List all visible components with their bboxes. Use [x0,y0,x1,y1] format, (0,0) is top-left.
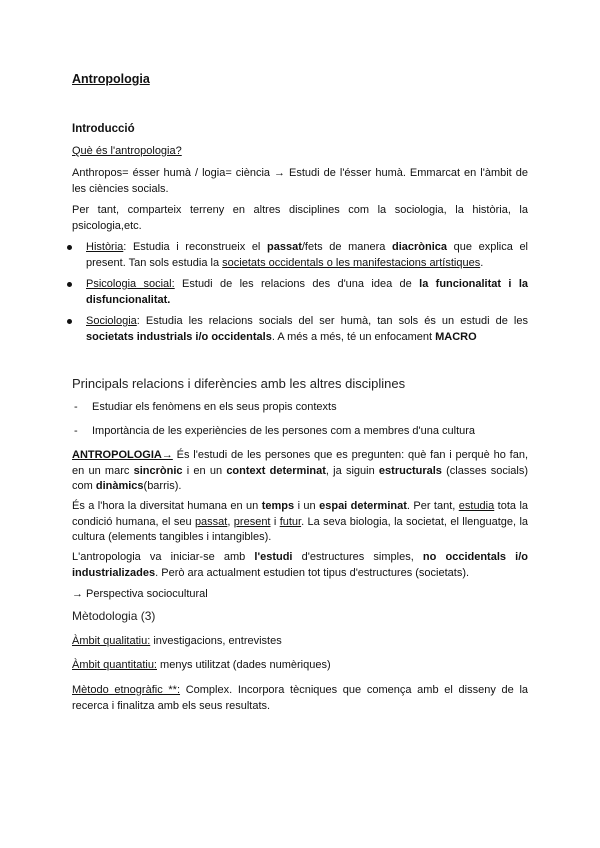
bold-run: dinàmics [95,480,144,492]
methodology-quantitative [72,658,528,674]
bold-run: no occidentals i/o industrializades [72,551,528,579]
intro-paragraph-1: Anthropos= ésser humà / logia= ciència → Estudi de l'ésser humà. Emmarcat en l'àmbit de les ciències socials. [72,167,528,195]
text-run: i [270,515,280,528]
bold-run: societats industrials i/o occidentals [86,330,272,343]
antropologia-definition [72,448,528,495]
text-run: Complex. Incorpora tècniques que comença amb el disseny de la recerca i finalitza amb els seus resultats. [72,684,529,712]
text-run: . A més a més, té un enfocament [271,330,436,343]
bold-run: MACRO [435,330,477,343]
bullet-dot-icon [67,319,72,324]
methodology-ethnographic [72,683,528,714]
text-run: Estudi de les relacions des d'una idea de [174,278,420,290]
text-run: investigacions, entrevistes [150,635,282,647]
bullet-historia-text [86,240,528,271]
bold-run: l'estudi [254,551,293,563]
text-run: , ja siguin [325,464,379,477]
bold-run: diacrònica [392,241,448,253]
methodology-qualitative [72,634,528,650]
bullet-psicologia [72,277,528,308]
text-run: : Estudia i reconstrueix el [123,241,267,253]
bullet-historia [72,240,528,271]
bullet-dot-icon [67,245,72,250]
bold-run: estructurals [378,464,442,477]
bold-run: espai determinat [319,500,407,512]
underline-run: Mètodo etnogràfic **: [72,684,181,696]
diversity-paragraph [72,499,528,546]
bullet-label: Sociologia [86,315,137,327]
text-run: i en un [182,464,227,477]
perspective-line: → Perspectiva sociocultural [72,588,208,600]
relations-item-2 [72,424,528,440]
bold-run: sincrònic [133,464,183,477]
underline-run: Àmbit qualitatiu: [72,635,151,647]
text-run: tota la condició humana, el seu [72,500,529,528]
relations-item-1 [72,400,528,416]
relations-item-text: Estudiar els fenòmens en els seus propis contexts [92,401,337,413]
text-run: . Per tant, [406,500,459,512]
text-run: (classes socials) com [72,464,528,492]
start-paragraph [72,550,528,581]
text-run: /fets de manera [301,241,392,253]
bullet-label: Història [86,241,124,253]
text-run: d'estructures simples, [292,551,423,563]
underline-run: present [233,515,271,528]
bullet-label: Psicologia social: [86,278,175,290]
intro-paragraph-2: Per tant, comparteix terreny en altres disciplines com la sociologia, la història, la psicologia,etc. [72,204,528,232]
text-run: . Però ara actualment estudien tot tipus d'estructures (societats). [155,566,470,579]
bullet-sociologia-text [86,314,528,345]
methodology-heading: Mètodologia (3) [72,609,156,623]
text-run: , [227,515,234,528]
text-run: que explica el present. Tan sols estudia la [86,241,528,269]
dash-mark: - [74,401,78,413]
bold-run: la funcionalitat i la disfuncionalitat. [86,278,529,306]
text-run: menys utilitzat (dades numèriques) [157,659,331,671]
intro-heading: Introducció [72,123,135,135]
bold-run: passat [267,241,302,253]
underline-run: societats occidentals o les manifestacions artístiques [222,256,481,269]
bullet-dot-icon [67,282,72,287]
dash-mark: - [74,425,78,437]
bold-run: temps [261,500,295,512]
bullet-sociologia [72,314,528,345]
underline-run: futur [279,515,302,528]
text-run: i un [294,500,320,512]
bold-run: context determinat [226,464,326,477]
underline-run: passat [194,515,228,528]
antropologia-label: ANTROPOLOGIA→ [72,449,173,461]
intro-question: Què és l'antropologia? [72,145,182,157]
text-run: : Estudia les relacions socials del ser humà, tan sols és un estudi de les [136,315,528,327]
underline-run: estudia [458,500,495,512]
text-run: . [480,256,484,269]
text-run: (barris). [143,480,182,492]
relations-item-text: Importància de les experiències de les persones com a membres d'una cultura [92,425,476,437]
bullet-psicologia-text [86,277,528,308]
text-run: L'antropologia va iniciar-se amb [72,551,255,563]
text-run: És a l'hora la diversitat humana en un [72,500,262,512]
relations-heading: Principals relacions i diferències amb les altres disciplines [72,376,406,391]
underline-run: Àmbit quantitatiu: [72,659,157,671]
document-title: Antropologia [72,72,150,86]
text-run: . La seva biologia, la societat, el llenguatge, la cultura (elements tangibles i intangibles). [72,515,529,543]
text-run: És l'estudi de les persones que es pregunten: què fan i perquè ho fan, en un marc [72,449,528,477]
